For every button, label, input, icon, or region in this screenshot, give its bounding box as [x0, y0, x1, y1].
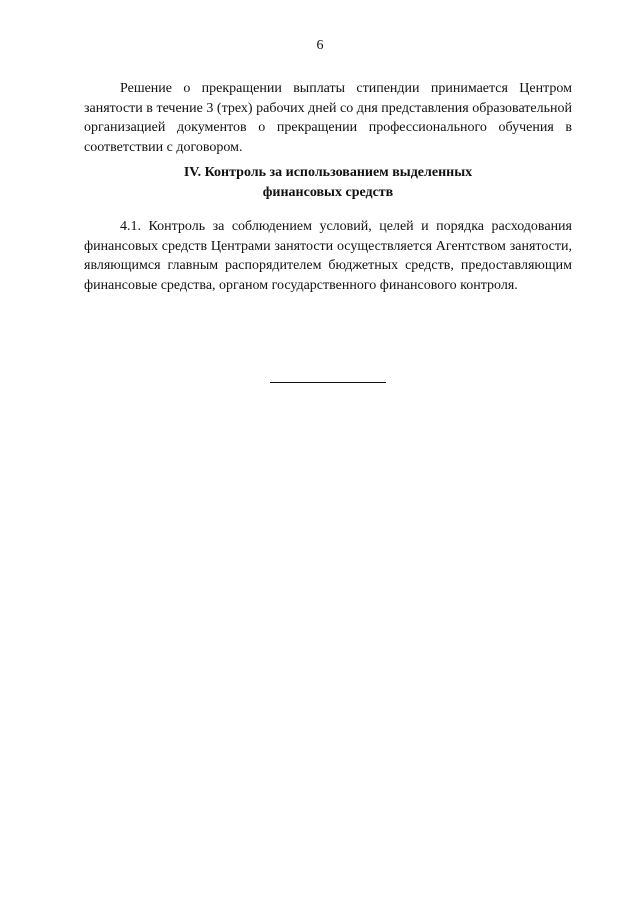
page-number: 6 [316, 38, 324, 53]
end-of-document-rule [270, 382, 386, 383]
section-heading-line-1: IV. Контроль за использованием выделенных [183, 165, 473, 180]
paragraph-4-1: 4.1. Контроль за соблюдением условий, целей и порядка расходования финансовых средств Центрами занятости осуществляется Агентством занятости, являющимся главным распорядителем бюджетных средств, предоставляющим финансовые средства, органом государственного финансового контроля. [84, 219, 572, 293]
section-heading-line-2: финансовых средств [262, 184, 394, 200]
paragraph-stipend-decision: Решение о прекращении выплаты стипендии принимается Центром занятости в течение 3 (трех) рабочих дней со дня представления образовательной организацией документов о прекращении профессионального обучения в соответствии с договором. [84, 81, 572, 155]
section-heading [84, 163, 572, 202]
